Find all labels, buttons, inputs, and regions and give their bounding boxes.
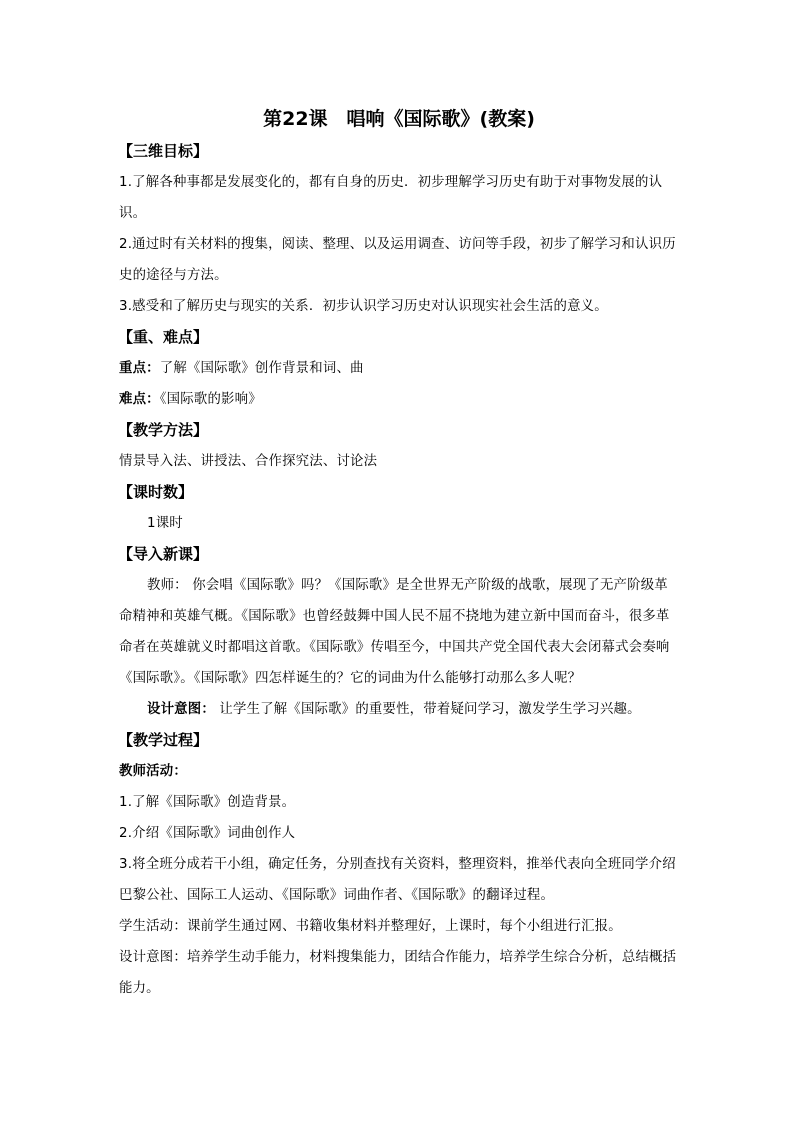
key-point-text: 了解《国际歌》创作背景和词、曲 <box>159 361 364 376</box>
difficult-point-text: 《国际歌的影响》 <box>159 392 262 407</box>
process-teacher-label <box>119 756 679 787</box>
section-heading-hours: 【课时数】 <box>118 483 194 501</box>
key-point-line <box>119 353 679 384</box>
page-title: 第22课 唱响《国际歌》(教案) <box>263 108 535 130</box>
process-item-2: 2.介绍《国际歌》词曲创作人 <box>119 826 296 841</box>
section-heading-goals: 【三维目标】 <box>118 142 209 160</box>
difficult-point-line <box>119 384 679 415</box>
goal-item-3: 3.感受和了解历史与现实的关系．初步认识学习历史对认识现实社会生活的意义。 <box>119 299 608 314</box>
intro-design-line <box>119 694 679 725</box>
process-student-text: 学生活动：课前学生通过网、书籍收集材料并整理好，上课时，每个小组进行汇报。 <box>119 919 622 934</box>
methods-text: 情景导入法、讲授法、合作探究法、讨论法 <box>119 454 378 469</box>
section-heading-methods: 【教学方法】 <box>118 421 209 439</box>
process-item-1: 1.了解《国际歌》创造背景。 <box>119 795 296 810</box>
process-design-text: 设计意图：培养学生动手能力，材料搜集能力，团结合作能力，培养学生综合分析，总结概括能力。 <box>119 950 677 996</box>
section-heading-intro: 【导入新课】 <box>118 545 209 563</box>
section-heading-process: 【教学过程】 <box>118 731 209 749</box>
intro-design-text: 让学生了解《国际歌》的重要性，带着疑问学习，激发学生学习兴趣。 <box>214 702 641 717</box>
document-content <box>119 102 679 1004</box>
process-teacher-label-text: 教师活动： <box>119 764 187 779</box>
goal-item-1: 1.了解各种事都是发展变化的，都有自身的历史．初步理解学习历史有助于对事物发展的认识。 <box>119 175 663 221</box>
intro-design-label: 设计意图： <box>147 702 215 717</box>
intro-teacher-text: 教师： 你会唱《国际歌》吗？《国际歌》是全世界无产阶级的战歌，展现了无产阶级革命精神和英雄气概。《国际歌》也曾经鼓舞中国人民不屈不挠地为建立新中国而奋斗，很多革命者在英雄就义时都唱这首歌。《国际歌》传唱至今，中国共产党全国代表大会闭幕式会奏响《国际歌》。《国际歌》四怎样诞生的？它的词曲为什么能够打动那么多人呢？ <box>119 578 670 686</box>
difficult-point-label: 难点： <box>119 392 160 407</box>
hours-text: 1课时 <box>147 516 183 531</box>
section-heading-key-points: 【重、难点】 <box>118 328 209 346</box>
goal-item-2: 2.通过时有关材料的搜集，阅读、整理、以及运用调查、访问等手段，初步了解学习和认识历史的途径与方法。 <box>119 237 676 283</box>
process-item-3: 3.将全班分成若干小组，确定任务，分别查找有关资料，整理资料，推举代表向全班同学介绍巴黎公社、国际工人运动、《国际歌》词曲作者、《国际歌》的翻译过程。 <box>119 857 676 903</box>
key-point-label: 重点： <box>119 361 160 376</box>
